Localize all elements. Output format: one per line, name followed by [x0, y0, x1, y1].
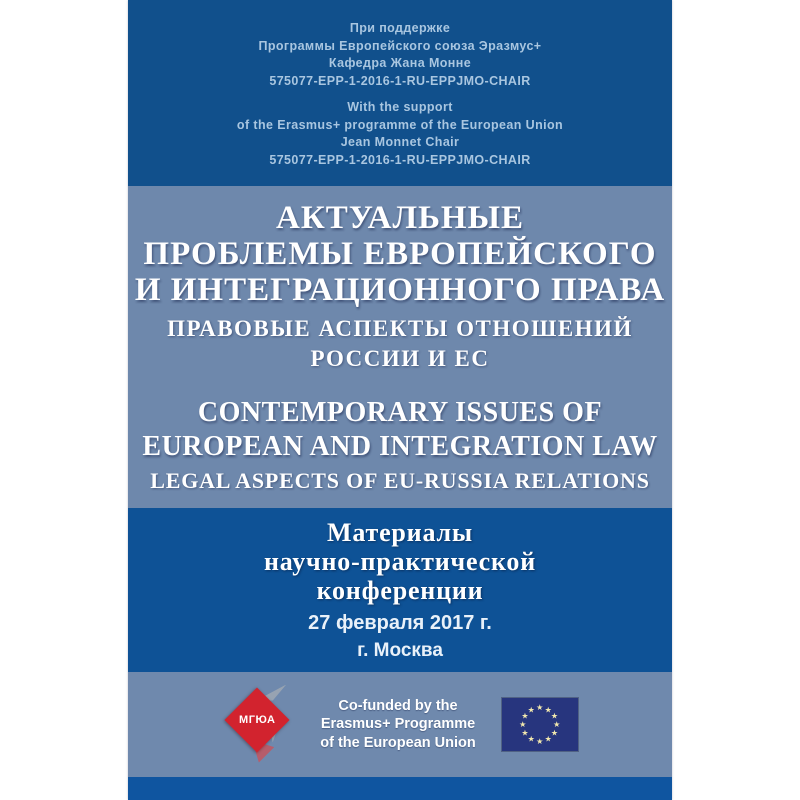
- conference-line: конференции: [316, 576, 484, 605]
- subtitle-ru-line: ПРАВОВЫЕ АСПЕКТЫ ОТНОШЕНИЙ: [167, 316, 633, 341]
- cofunded-line: Erasmus+ Programme: [320, 716, 476, 733]
- title-panel: [128, 186, 672, 508]
- conference-date: 27 февраля 2017 г.: [308, 612, 492, 634]
- title-ru-line: И ИНТЕГРАЦИОННОГО ПРАВА: [134, 272, 666, 308]
- support-ru-line: Кафедра Жана Монне: [328, 56, 472, 70]
- support-en-line: 575077-EPP-1-2016-1-RU-EPPJMO-CHAIR: [269, 152, 531, 167]
- cofunded-line: Co-funded by the: [338, 697, 458, 714]
- cofunded-line: of the European Union: [320, 734, 476, 751]
- title-ru-line: АКТУАЛЬНЫЕ: [275, 200, 524, 236]
- main-title-english: [128, 396, 672, 496]
- cofunded-caption: [320, 697, 475, 753]
- title-en-line: EUROPEAN AND INTEGRATION LAW: [142, 431, 658, 462]
- mgua-logo-label: МГЮА: [239, 713, 276, 726]
- support-en-line: Jean Monnet Chair: [340, 135, 460, 149]
- title-ru-line: ПРОБЛЕМЫ ЕВРОПЕЙСКОГО: [143, 236, 657, 272]
- support-ru-line: 575077-EPP-1-2016-1-RU-EPPJMO-CHAIR: [269, 73, 531, 88]
- support-text-english: [128, 99, 672, 169]
- conference-line: научно-практической: [263, 547, 536, 576]
- subtitle-russian: [128, 314, 672, 374]
- subtitle-ru-line: РОССИИ И ЕС: [310, 346, 490, 371]
- eu-flag-icon: ★ ★ ★ ★ ★ ★ ★ ★ ★ ★ ★ ★: [502, 698, 578, 751]
- conference-band: [128, 508, 672, 672]
- mgua-university-logo-icon: [222, 683, 294, 767]
- book-cover: [128, 0, 672, 800]
- support-ru-line: Программы Европейского союза Эразмус+: [258, 38, 542, 53]
- support-text-russian: [128, 20, 672, 90]
- subtitle-en-line: LEGAL ASPECTS OF EU-RUSSIA RELATIONS: [150, 468, 650, 493]
- support-en-line: With the support: [347, 100, 453, 114]
- support-band: [128, 0, 672, 186]
- title-en-line: CONTEMPORARY ISSUES OF: [197, 397, 603, 428]
- conference-line: Материалы: [327, 518, 473, 547]
- support-en-line: of the Erasmus+ programme of the European Union: [236, 117, 564, 132]
- conference-city: г. Москва: [357, 640, 443, 661]
- main-title-russian: [128, 200, 672, 308]
- bottom-strip: [128, 777, 672, 800]
- support-ru-line: При поддержке: [349, 21, 451, 35]
- logos-band: [128, 672, 672, 777]
